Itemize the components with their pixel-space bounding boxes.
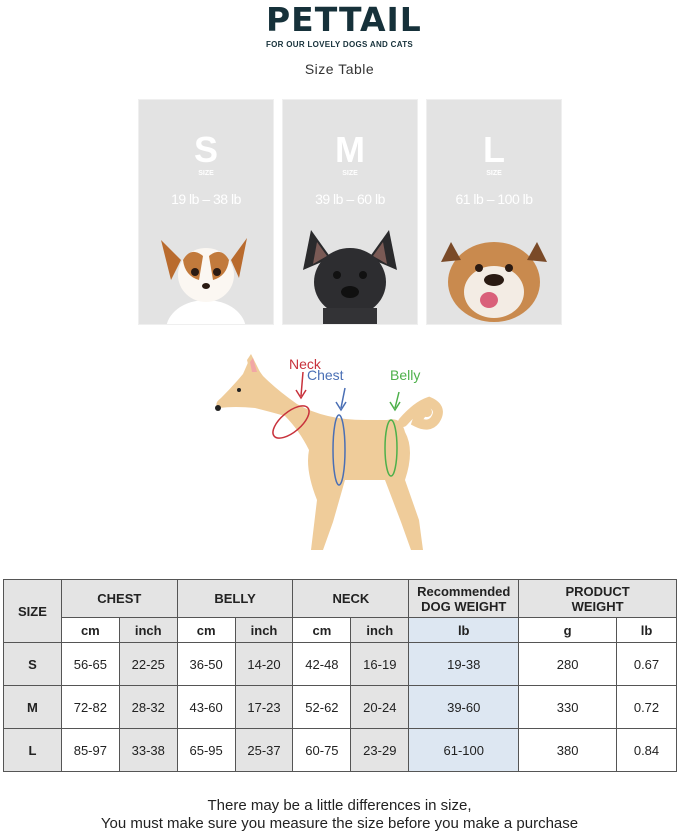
table-cell: 17-23 [235,686,293,729]
size-caption: SIZE [486,170,502,177]
weight-range: 61 lb – 100 lb [455,191,533,207]
table-cell: 39-60 [409,686,519,729]
table-cell: 19-38 [409,643,519,686]
size-card-l [426,99,562,325]
table-cell: 56-65 [61,643,119,686]
neck-header: NECK [293,580,409,618]
table-row [4,643,677,686]
product-weight-header [519,580,677,618]
unit-cell: cm [61,618,119,643]
weight-range: 19 lb – 38 lb [171,191,241,207]
product-weight-header-line1: PRODUCT [565,583,630,599]
size-card-m [282,99,418,325]
table-cell: 42-48 [293,643,351,686]
size-caption: SIZE [198,170,214,177]
footer-note-line1: There may be a little differences in size, [207,797,472,814]
table-cell: 25-37 [235,729,293,772]
table-cell: 36-50 [177,643,235,686]
table-cell: 280 [519,643,617,686]
dog-weight-header [409,580,519,618]
table-cell: 330 [519,686,617,729]
brand-tagline: FOR OUR LOVELY DOGS AND CATS [265,40,414,49]
table-cell: 85-97 [61,729,119,772]
size-cell: M [4,686,62,729]
small-dog-image [139,220,273,324]
table-row [4,729,677,772]
table-cell: 0.72 [617,686,677,729]
table-cell: 72-82 [61,686,119,729]
table-cell: 23-29 [351,729,409,772]
unit-cell: lb [409,618,519,643]
size-letter: S [193,129,218,170]
belly-header: BELLY [177,580,293,618]
medium-dog-image [283,220,417,324]
size-cell: S [4,643,62,686]
table-cell: 33-38 [119,729,177,772]
table-header-row [4,580,677,618]
size-caption: SIZE [342,170,358,177]
page-title: Size Table [304,61,375,77]
size-header: SIZE [4,580,62,643]
belly-label: Belly [390,367,421,383]
table-cell: 61-100 [409,729,519,772]
large-dog-image [427,220,561,324]
size-letter: M [335,129,365,170]
table-row [4,686,677,729]
size-card-s [138,99,274,325]
table-cell: 43-60 [177,686,235,729]
table-cell: 65-95 [177,729,235,772]
table-cell: 14-20 [235,643,293,686]
footer-note-line2: You must make sure you measure the size before you make a purchase [100,815,579,832]
neck-label: Neck [289,356,321,372]
dog-weight-header-line1: Recommended [417,583,511,599]
unit-cell: lb [617,618,677,643]
size-table [3,579,677,772]
table-cell: 52-62 [293,686,351,729]
table-cell: 20-24 [351,686,409,729]
measurement-diagram [205,350,465,555]
table-cell: 60-75 [293,729,351,772]
table-cell: 16-19 [351,643,409,686]
dog-weight-header-line2: DOG WEIGHT [421,598,507,614]
table-cell: 28-32 [119,686,177,729]
chest-label: Chest [307,367,344,383]
unit-cell: g [519,618,617,643]
table-cell: 0.67 [617,643,677,686]
unit-cell: inch [235,618,293,643]
chest-header: CHEST [61,580,177,618]
unit-cell: cm [177,618,235,643]
size-letter: L [483,129,505,170]
table-cell: 380 [519,729,617,772]
logo-text: PETTAIL [266,0,422,39]
product-weight-header-line2: WEIGHT [571,598,624,614]
weight-range: 39 lb – 60 lb [315,191,385,207]
unit-cell: inch [351,618,409,643]
table-cell: 22-25 [119,643,177,686]
unit-cell: inch [119,618,177,643]
unit-cell: cm [293,618,351,643]
size-cell: L [4,729,62,772]
table-cell: 0.84 [617,729,677,772]
brand-logo [266,2,430,38]
table-unit-row [4,618,677,643]
size-cards [138,99,560,325]
